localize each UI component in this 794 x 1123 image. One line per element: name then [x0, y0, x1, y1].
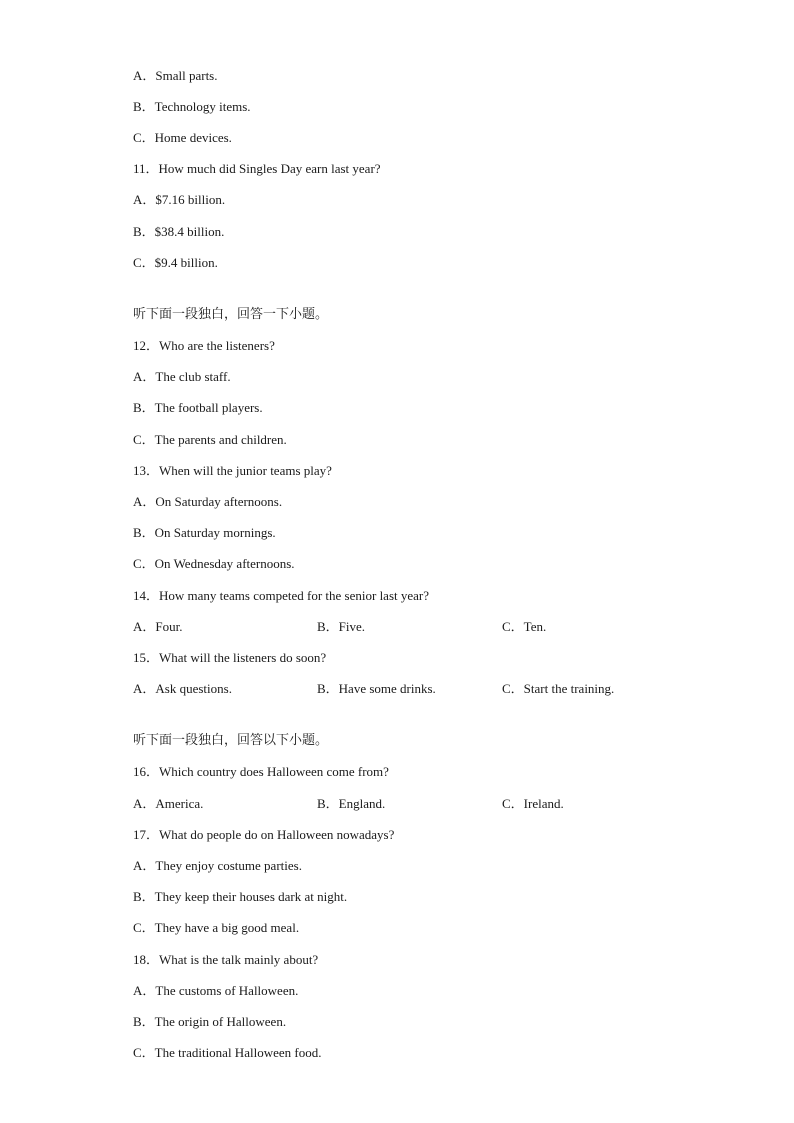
- q10-option-b: B．Technology items.: [133, 99, 251, 114]
- q14-option-a: A．Four.: [133, 619, 183, 634]
- q18-option-b: B．The origin of Halloween.: [133, 1014, 287, 1029]
- q14-option-c: C．Ten.: [502, 619, 547, 634]
- question-12: 12．Who are the listeners?: [133, 338, 275, 353]
- q16-option-b: B．England.: [317, 796, 386, 811]
- question-11: 11．How much did Singles Day earn last year?: [133, 161, 381, 176]
- q11-option-a: A．$7.16 billion.: [133, 192, 226, 207]
- q14-option-b: B．Five.: [317, 619, 366, 634]
- q11-option-b: B．$38.4 billion.: [133, 224, 225, 239]
- question-18: 18．What is the talk mainly about?: [133, 952, 319, 967]
- q17-option-c: C．They have a big good meal.: [133, 920, 300, 935]
- q16-option-c: C．Ireland.: [502, 796, 564, 811]
- q15-option-b: B．Have some drinks.: [317, 681, 436, 696]
- q10-option-c: C．Home devices.: [133, 130, 232, 145]
- section-heading-2: 听下面一段独白，回答以下小题。: [133, 733, 329, 748]
- q15-option-a: A．Ask questions.: [133, 681, 232, 696]
- question-16: 16．Which country does Halloween come from?: [133, 764, 389, 779]
- q17-option-b: B．They keep their houses dark at night.: [133, 889, 348, 904]
- q15-option-c: C．Start the training.: [502, 681, 615, 696]
- question-14: 14．How many teams competed for the senior last year?: [133, 588, 430, 603]
- q11-option-c: C．$9.4 billion.: [133, 255, 218, 270]
- question-17: 17．What do people do on Halloween nowadays?: [133, 827, 395, 842]
- q12-option-a: A．The club staff.: [133, 369, 231, 384]
- q17-option-a: A．They enjoy costume parties.: [133, 858, 302, 873]
- section-heading-1: 听下面一段独白，回答一下小题。: [133, 307, 329, 322]
- q13-option-a: A．On Saturday afternoons.: [133, 494, 283, 509]
- q18-option-a: A．The customs of Halloween.: [133, 983, 299, 998]
- q16-option-a: A．America.: [133, 796, 204, 811]
- q12-option-c: C．The parents and children.: [133, 432, 287, 447]
- question-13: 13．When will the junior teams play?: [133, 463, 332, 478]
- question-15: 15．What will the listeners do soon?: [133, 650, 327, 665]
- q10-option-a: A．Small parts.: [133, 68, 218, 83]
- q18-option-c: C．The traditional Halloween food.: [133, 1045, 322, 1060]
- q12-option-b: B．The football players.: [133, 400, 263, 415]
- q13-option-b: B．On Saturday mornings.: [133, 525, 276, 540]
- q13-option-c: C．On Wednesday afternoons.: [133, 556, 295, 571]
